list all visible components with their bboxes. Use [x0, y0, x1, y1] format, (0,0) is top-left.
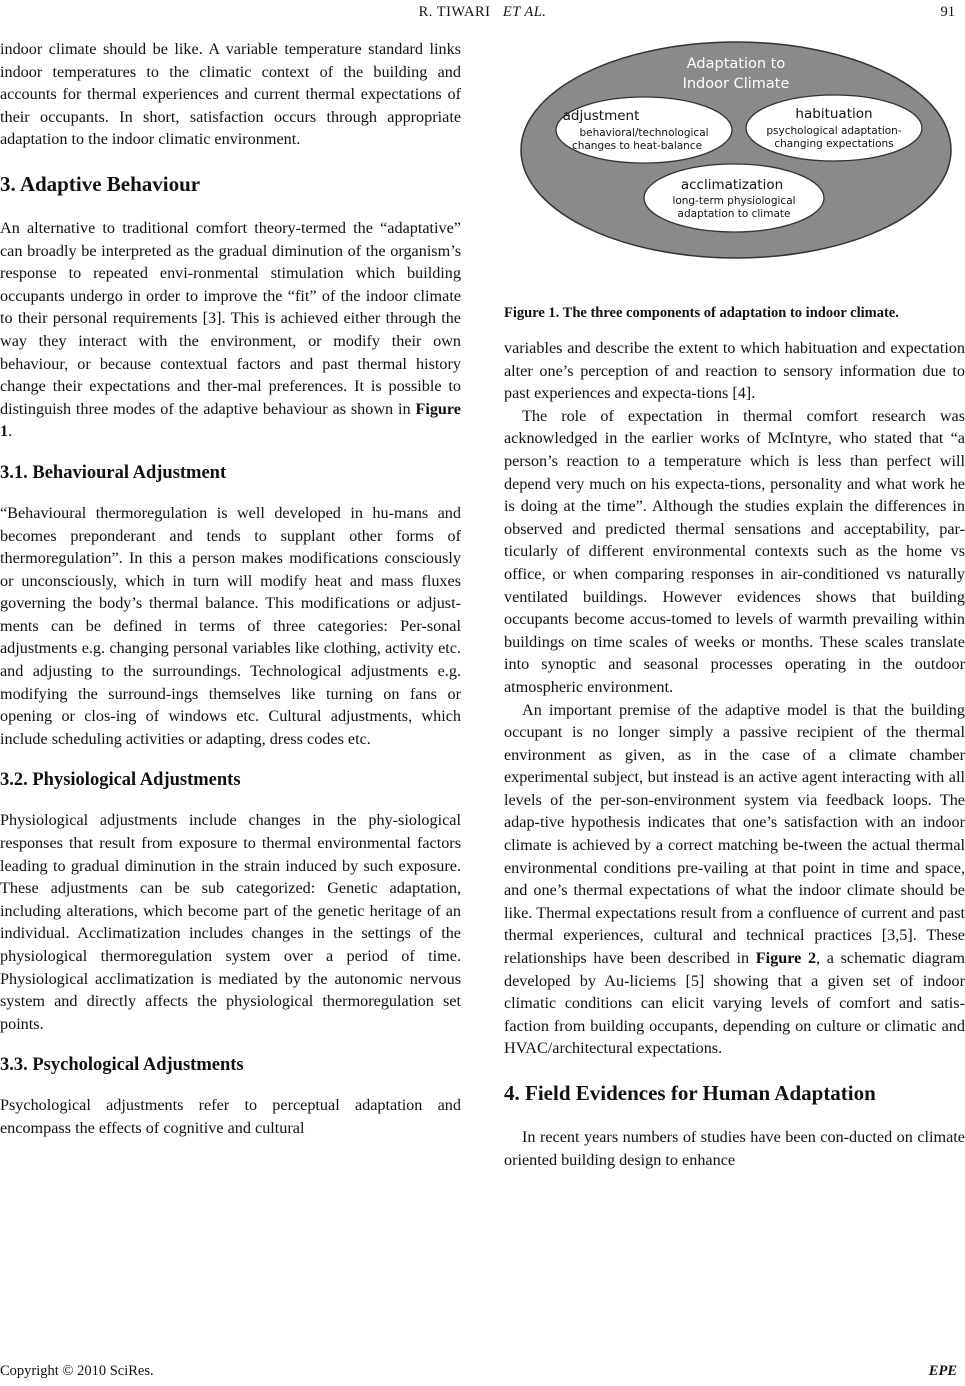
adjustment-title: adjustment [562, 108, 640, 124]
page-number: 91 [940, 4, 955, 20]
figure-title-line-1: Adaptation to [686, 56, 786, 72]
et-al: ET AL. [502, 4, 547, 20]
section-3-3-paragraph: Psychological adjustments refer to perceptual adaptation and encompass the effects of cognitive and cultural [0, 1096, 461, 1137]
adjustment-line-1: behavioral/technological [579, 127, 709, 139]
acclimatization-line-1: long-term physiological [672, 195, 796, 207]
author-name: R. TIWARI [418, 4, 491, 20]
figure-1-caption: Figure 1. The three components of adaptation to indoor climate. [504, 305, 899, 321]
section-3-text: An alternative to traditional comfort theory-termed the “adaptative” can broadly be interpreted as the gradual diminution of the organism’s response to repeated envi-ronmental stimulation which building occupants undergo in order to improve the “fit” of the indoor climate to their personal requirements [3]. This is achieved either through the way they interact with the environment, or modify their own behaviour, or because contextual factors and past thermal history change their expectations and ther-mal preferences. It is possible to distinguish three modes of the adaptive behaviour as shown in [0, 218, 461, 418]
habituation-line-2: changing expectations [774, 138, 894, 150]
adjustment-line-2: changes to heat-balance [571, 140, 703, 152]
running-title [0, 4, 965, 21]
figure-title-line-2: Indoor Climate [682, 76, 790, 92]
section-3-end: . [8, 422, 13, 441]
left-column [0, 38, 461, 1140]
section-3-heading: 3. Adaptive Behaviour [0, 171, 201, 196]
figure-1-reference[interactable]: Figure 1 [0, 399, 461, 441]
right-paragraph-3-end: , a schematic diagram developed by Au-liciems [5] showing that a given set of indoor climatic conditions can elicit varying levels of comfort and satis-faction from building occupants, depending on culture or climatic and HVAC/architectural expectations. [504, 949, 965, 1058]
journal-abbreviation: EPE [928, 1363, 957, 1379]
section-3-3-heading: 3.3. Psychological Adjustments [0, 1055, 244, 1076]
right-paragraph-1: variables and describe the extent to which habituation and expectation alter one’s perception of and reaction to sensory information due to past experiences and expecta-tions [4]. [504, 339, 965, 403]
section-3-2-paragraph: Physiological adjustments include changes in the phy-siological responses that result from exposure to thermal environmental factors leading to gradual diminution in the strain induced by such exposure. These adjustments can be sub categorized: Genetic adaptation, including alterations, which become part of the genetic heritage of an individual. Acclimatization includes changes in the settings of the physiological thermoregulation system over a period of time. Physiological acclimatization is mediated by the autonomic nervous system and directly affects the physiological thermoregulation set points. [0, 811, 461, 1033]
habituation-line-1: psychological adaptation- [766, 125, 902, 137]
section-3-1-heading: 3.1. Behavioural Adjustment [0, 462, 227, 483]
section-3-1-paragraph: “Behavioural thermoregulation is well developed in hu-mans and becomes preponderant and tends to supplant other forms of thermoregulation”. In this a person makes modifications consciously or unconsciously, which in turn will modify heat and mass fluxes governing the body’s thermal balance. This modifications or adjust-ments can be defined in terms of three categories: Per-sonal adjustments e.g. changing personal variables like clothing, activity etc. and adjusting to the surroundings. Technological adjustments e.g. modifying the surround-ings themselves like turning on fans or opening or clos-ing of windows etc. Cultural adjustments, which include scheduling activities or adapting, dress codes etc. [0, 503, 461, 748]
acclimatization-line-2: adaptation to climate [677, 208, 791, 220]
copyright-notice: Copyright © 2010 SciRes. [0, 1363, 154, 1379]
right-paragraph-3-text: An important premise of the adaptive model is that the building occupant is no longer simply a passive recipient of the thermal environment as given, as in the case of a climate chamber experimental subject, but instead is an active agent interacting with all levels of the per-son-environment system via feedback loops. The adap-tive hypothesis indicates that one’s satisfaction with an indoor climate is achieved by a correct matching be-tween the actual thermal environmental conditions pre-vailing at that point in time and space, and one’s thermal expectations of what the indoor climate should be like. Thermal expectations result from a confluence of current and past thermal experiences, cultural and technical practices [3,5]. These relationships have been described in [504, 700, 965, 968]
section-4-heading: 4. Field Evidences for Human Adaptation [504, 1081, 876, 1105]
right-paragraph-4: In recent years numbers of studies have been con-ducted on climate oriented building design to enhance [504, 1128, 965, 1169]
figure-2-reference[interactable]: Figure 2 [755, 949, 817, 968]
habituation-title: habituation [795, 106, 873, 122]
intro-paragraph: indoor climate should be like. A variable temperature standard links indoor temperatures to the climatic context of the building and accounts for thermal experiences and current thermal expectations of their occupants. In short, satisfaction occurs through appropriate adaptation to the indoor climatic environment. [0, 40, 461, 149]
section-3-paragraph [0, 217, 461, 443]
right-column [504, 38, 965, 1171]
acclimatization-title: acclimatization [680, 177, 784, 193]
right-paragraph-2: The role of expectation in thermal comfort research was acknowledged in the earlier works of McIntyre, who stated that “a person’s reaction to a temperature which is less than perfect will depend very much on his expecta-tions, personality and what work he is doing at the time”. Although the studies explain the differences in observed and predicted thermal sensations and acceptability, par-ticularly of different environmental contexts such as the home vs office, or when comparing responses in air-conditioned vs naturally ventilated buildings. However evidences shows that building occupants become accus-tomed to levels of warmth prevailing within buildings on time scales of weeks or months. These scales translate into synoptic and seasonal processes operating in the outdoor atmospheric environment. [504, 406, 965, 696]
right-paragraph-3 [504, 699, 965, 1061]
running-header [0, 4, 965, 24]
figure-1-diagram [504, 38, 965, 263]
section-3-2-heading: 3.2. Physiological Adjustments [0, 770, 241, 791]
